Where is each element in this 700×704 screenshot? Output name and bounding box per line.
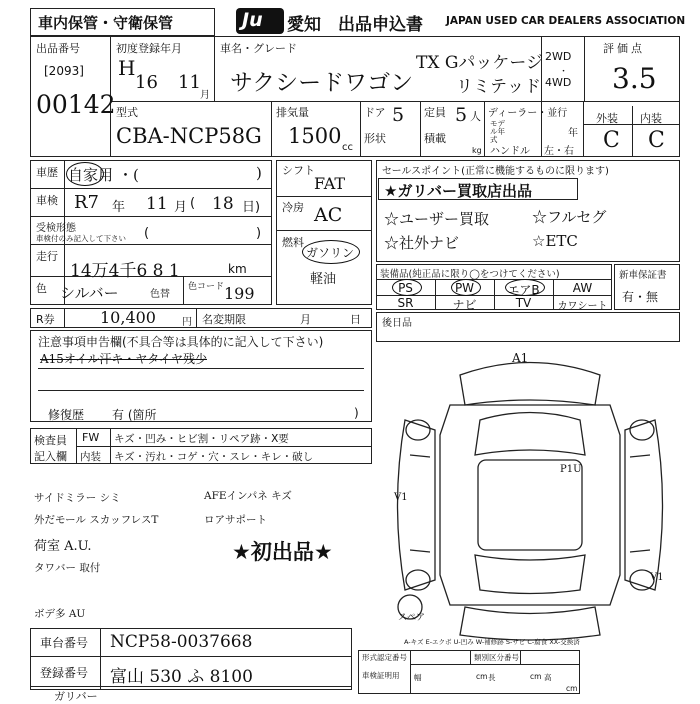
shift-value: FAT (314, 174, 346, 193)
inspection-month: 11 (146, 194, 168, 214)
model-year-label: モデル年式 (490, 119, 505, 144)
recycle-label: R券 (36, 313, 55, 326)
ju-logo-text: Ju (242, 9, 263, 31)
fuel-gasoline: ガソリン (306, 246, 355, 260)
equipment-navi: ナビ (452, 298, 477, 312)
pw-circle (451, 279, 481, 296)
name-change-month: 月 (300, 313, 311, 326)
remark-2: AFEインパネ キズ (204, 490, 292, 502)
org-name: 愛知 (287, 15, 321, 35)
inspection-type-close: ) (256, 226, 262, 241)
selling-point-4: ☆ETC (532, 232, 578, 250)
interior-grade: C (648, 128, 665, 153)
repair-value: 有 (箇所 (112, 408, 157, 422)
fuel-label: 燃料 (282, 236, 304, 249)
doors-value: 5 (392, 104, 405, 126)
drive-4wd: 4WD (545, 76, 572, 89)
first-listing-stamp: ★初出品★ (232, 540, 333, 564)
inspector-label-2: 記入欄 (34, 450, 67, 463)
equipment-aw: AW (572, 281, 593, 295)
fw-label: FW (82, 431, 100, 444)
association-name: JAPAN USED CAR DEALERS ASSOCIATION (446, 15, 686, 27)
equipment-tv: TV (515, 296, 532, 310)
car-damage-diagram (380, 345, 680, 650)
lot-label: 出品番号 (36, 42, 80, 55)
selling-point-3: ☆社外ナビ (384, 234, 460, 252)
mileage-label: 走行 (36, 250, 58, 263)
handle-label: ハンドル (490, 146, 530, 157)
recycle-value: 10,400 (100, 308, 156, 327)
equipment-airbag: エアB (507, 283, 540, 297)
ac-label: 冷房 (282, 201, 304, 214)
color-value: シルバー (60, 284, 119, 302)
vehicle-name-label: 車名・グレード (220, 42, 297, 55)
model-year-unit: 年 (568, 128, 578, 139)
recycle-unit: 円 (182, 317, 192, 328)
equipment-ps: PS (398, 281, 413, 295)
equipment-pw: PW (454, 281, 475, 295)
notes-label: 注意事項申告欄(不具合等は具体的に記入して下さい) (38, 335, 324, 349)
selling-headline: ★ガリバー買取店出品 (384, 182, 532, 200)
class-cert-label: 類別区分番号 (474, 653, 519, 662)
inspection-day-unit: 日) (242, 200, 261, 215)
warranty-value: 有・無 (622, 290, 659, 304)
diagram-mark-v1-left: V1 (394, 492, 408, 503)
displacement-value: 1500 (288, 124, 342, 148)
rating-score: 3.5 (612, 62, 657, 95)
displacement-label: 排気量 (276, 106, 309, 119)
later-items-box (376, 312, 680, 342)
load-unit: kg (472, 146, 482, 155)
registration-month: 11 (178, 72, 201, 93)
inspection-year-unit: 年 (112, 200, 126, 215)
selling-point-2: ☆フルセグ (532, 208, 607, 226)
color-code: 199 (224, 284, 255, 303)
remark-6: タワバー 取付 (34, 562, 101, 574)
capacity-label: 定員 (424, 106, 446, 119)
shape-label: 形状 (364, 132, 386, 145)
load-label: 積載 (424, 132, 446, 145)
remark-3: 外だモール スカッフレスT (34, 514, 159, 526)
chassis-label: 車台番号 (40, 636, 89, 650)
fw-items: キズ・凹み・ヒビ割・リペア跡・X要 (114, 433, 289, 445)
fuel-diesel: 軽油 (310, 272, 337, 287)
diagram-mark-v1-right: V1 (650, 572, 664, 583)
mileage-unit: km (228, 262, 247, 276)
color-change-label: 色替 (150, 289, 170, 300)
selling-point-1: ☆ユーザー買取 (384, 210, 490, 228)
displacement-unit: cc (342, 142, 353, 153)
remark-1: サイドミラー シミ (34, 492, 121, 504)
length-unit: cm (530, 672, 542, 681)
exterior-grade: C (603, 128, 620, 153)
inspection-month-unit: 月 (174, 200, 188, 215)
selling-points-label: セールスポイント(正常に機能するものに限ります) (382, 166, 609, 177)
shape-cert-label: 形式認定番号 (362, 653, 407, 662)
vehicle-name: サクシードワゴン (230, 70, 414, 96)
vehicle-grade-line1: TX Gパッケージ (416, 53, 544, 73)
handle-options: 左・右 (544, 146, 574, 157)
warranty-label: 新車保証書 (619, 270, 667, 281)
doors-label: ドア (364, 106, 386, 119)
length-label: 長 (488, 673, 496, 682)
form-title: 出品申込書 (338, 15, 423, 35)
height-label: 高 (544, 673, 552, 682)
height-unit: cm (566, 684, 578, 693)
interior-items: キズ・汚れ・コゲ・穴・スレ・キレ・破し (114, 451, 314, 463)
equipment-leather: カワシート (557, 301, 608, 312)
width-unit: cm (476, 672, 488, 681)
vehicle-grade-line2: リミテッド (456, 77, 541, 97)
remark-7: ボデ多 AU (34, 608, 86, 620)
history-rest: ・( (118, 166, 139, 184)
color-label: 色 (36, 282, 47, 295)
inspector-label-1: 検査員 (34, 434, 67, 447)
name-change-day: 日 (350, 313, 361, 326)
capacity-unit: 人 (470, 110, 481, 123)
color-code-label: 色コード (188, 282, 225, 292)
later-items-label: 後日品 (382, 318, 412, 329)
dims-cert-label: 車検証明用 (362, 671, 400, 680)
equipment-sr: SR (397, 296, 414, 310)
inspection-label: 車検 (36, 194, 58, 207)
spare-label: スペア (398, 613, 426, 623)
history-value: 自家用 (68, 166, 114, 184)
lot-bracket-number: [2093] (44, 64, 84, 78)
interior-label: 内装 (640, 112, 662, 125)
registration-era: H (118, 56, 136, 80)
ps-circle (392, 279, 422, 296)
registration-label: 初度登録年月 (116, 42, 182, 55)
ac-value: AC (314, 204, 343, 226)
model-label: 型式 (116, 106, 138, 119)
name-change-label: 名変期限 (202, 313, 246, 326)
repair-label: 修復歴 (48, 408, 85, 422)
history-label: 車歴 (36, 166, 58, 179)
inspection-type-label: 受検形態 (36, 223, 76, 234)
bottom-partial-text: ガリバー (54, 690, 98, 703)
repair-close: ) (354, 406, 359, 420)
notes-entry: A15オイル汗キ・ヤタイヤ残少 (40, 352, 207, 366)
remark-4: ロアサポート (204, 514, 267, 526)
inspection-type-note: 車検付のみ記入して下さい (36, 234, 126, 243)
lot-number: 00142 (36, 90, 116, 119)
capacity-value: 5 (455, 104, 468, 126)
inspection-day: 18 (212, 194, 234, 214)
mileage-value: 14万4千6 8 1 (70, 261, 180, 281)
registration-year: 16 (135, 72, 158, 93)
inspection-era: R7 (74, 192, 100, 213)
recycle-grid (30, 308, 372, 328)
inspection-type-open: ( (144, 226, 150, 241)
registration-month-suffix: 月 (200, 90, 210, 101)
exterior-label: 外装 (596, 112, 618, 125)
diagram-mark-p1u: P1U (560, 464, 582, 475)
airbag-circle (505, 279, 545, 296)
storage-note: 車内保管・守衛保管 (38, 14, 174, 32)
chassis-value: NCP58-0037668 (110, 632, 253, 652)
width-label: 幅 (414, 673, 422, 682)
plate-label: 登録番号 (40, 666, 89, 680)
remark-5: 荷室 A.U. (34, 539, 92, 554)
dealer-label: ディーラー・並行 (488, 108, 568, 119)
shift-label: シフト (282, 164, 315, 177)
damage-legend: A-キズ E-エクボ U-凹み W-補修跡 S-サビ C-腐食 XX-交換済 (404, 638, 580, 646)
drive-2wd: 2WD (545, 50, 572, 63)
plate-value: 富山 530 ふ 8100 (110, 667, 253, 687)
rating-label: 評価点 (603, 42, 645, 55)
history-close: ) (256, 164, 262, 182)
drive-separator: ・ (559, 67, 569, 77)
diagram-mark-a1: A1 (512, 351, 529, 365)
interior-row-label: 内装 (80, 451, 101, 463)
equipment-label: 装備品(純正品に限り◯をつけてください) (380, 269, 560, 280)
model-value: CBA-NCP58G (116, 124, 262, 148)
inspection-paren: ( (190, 196, 196, 211)
